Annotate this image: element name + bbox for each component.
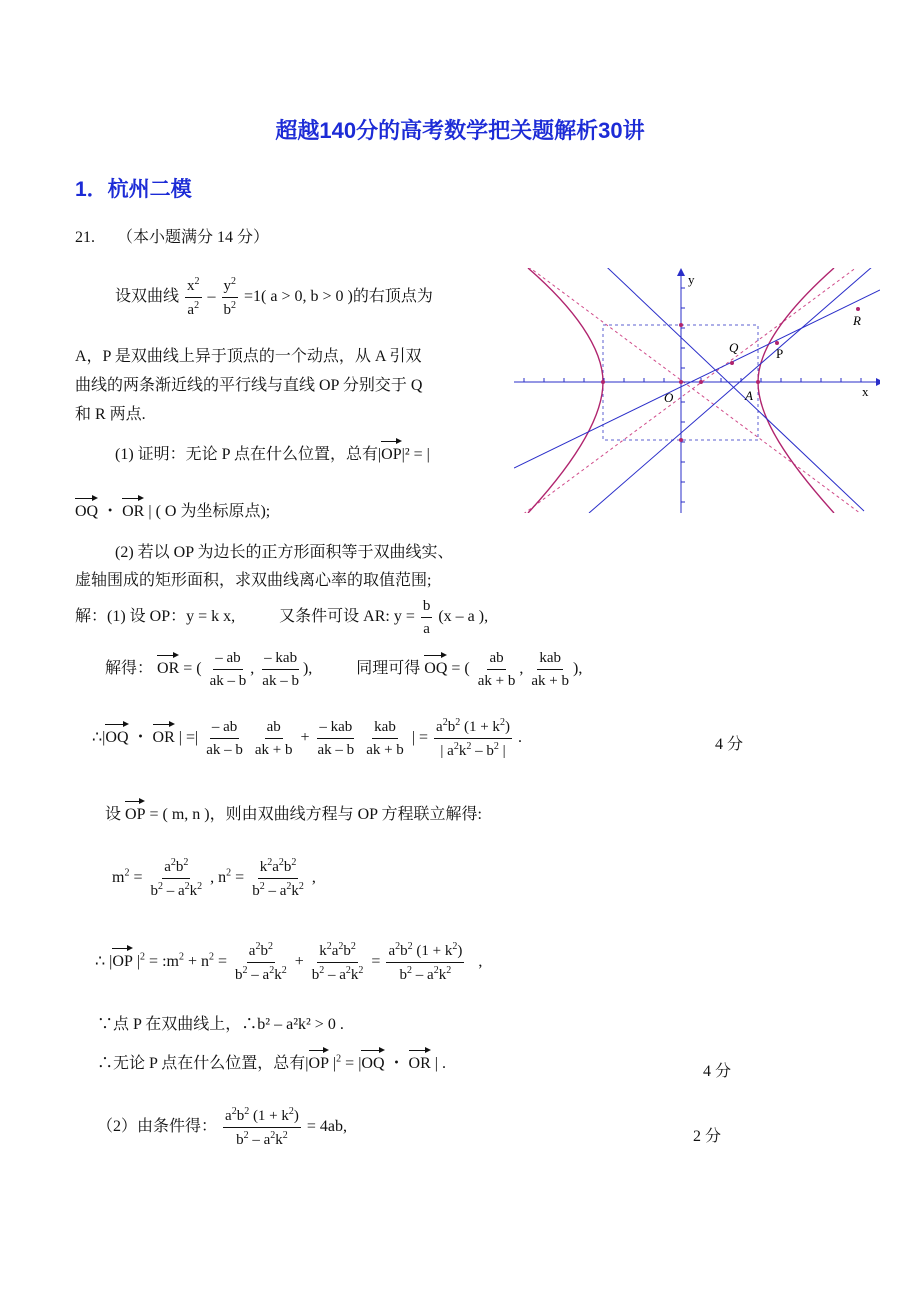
let-op-end: = ( m, n )，则由双曲线方程与 OP 方程联立解得: — [149, 806, 482, 823]
intro-suffix: =1( a > 0, b > 0 )的右顶点为 — [244, 288, 433, 306]
vector-or: OR — [153, 719, 175, 747]
label-y-axis: y — [688, 272, 695, 287]
solution-line-or-oq: 解得： OR = ( $\frac{- ab}{ak - b}$ , $\frac{\text{– kab}}{ak - b}$ ), 同理可得 OQ = ( $\frac{ab}{ak + b}$ , $\frac{\text{kab}}{ak + b}$ ), — [105, 650, 583, 689]
solve-label: 解得： — [105, 660, 154, 678]
frac-s2: $\frac{k^2a^2b^2}{b^2 - a^2k^2}$ — [311, 941, 364, 983]
score-1: 4 分 — [715, 736, 744, 753]
intro-prefix: 设双曲线 — [115, 288, 180, 306]
vector-op: OP — [112, 943, 132, 971]
question-1-line-1 — [115, 436, 430, 464]
label-o: O — [664, 390, 674, 405]
question-2-line-1: (2) 若以 OP 为边长的正方形面积等于双曲线实、 — [115, 544, 454, 561]
label-x-axis: x — [862, 384, 869, 399]
frac-part2: $\frac{a^2b^2 (1 + k^2)}{b^2 - a^2k^2}$ — [225, 1106, 299, 1148]
label-p: P — [776, 346, 784, 361]
solution-op-squared: ∴ |OP $|^2$ = $:m^2 + n^2$ = $\frac{a^2b^2}{b^2 - a^2k^2}$ + $\frac{k^2a^2b^2}{b^2 - a^2k^2}$ = $\frac{a^2b^2 (1 + k^2)}{b^2 - a^2k^2}$ , — [95, 941, 483, 983]
asymptote-negative — [514, 268, 880, 513]
line-op — [514, 290, 880, 468]
point-p — [775, 341, 779, 345]
solution-conclusion: ∴无论 P 点在什么位置，总有|OP $|^2 = |OQ$ ・ OR | . — [97, 1045, 446, 1073]
solution-let-op — [105, 796, 482, 824]
vector-oq: OQ — [105, 719, 128, 747]
score-2: 4 分 — [703, 1063, 732, 1080]
solution-m-n: $m^2$ = $\frac{a^2b^2}{b^2 - a^2k^2}$ , $n^2$ = $\frac{k^2a^2b^2}{b^2 - a^2k^2}$ , — [112, 857, 316, 899]
hyperbola-right-branch — [758, 268, 834, 513]
frac-s1: $\frac{a^2b^2}{b^2 - a^2k^2}$ — [235, 941, 287, 983]
frac-result: $\frac{a^2b^2 (1 + k^2)}{| a^2k^2 - b^2 |}$ — [436, 717, 510, 759]
point-b-top — [679, 323, 683, 327]
problem-header — [75, 224, 269, 247]
hyperbola-left-branch — [528, 268, 603, 513]
point-q — [730, 361, 734, 365]
same-label: 同理可得 — [356, 660, 421, 678]
intro-line-2: A，P 是双曲线上异于顶点的一个动点，从 A 引双 — [75, 348, 422, 365]
solution-line-1 — [75, 597, 488, 638]
vector-op: OP — [381, 436, 401, 464]
vector-or: OR — [409, 1045, 431, 1073]
vector-oq: OQ — [75, 493, 98, 521]
x-axis-arrow — [876, 378, 880, 386]
frac-2: $\frac{ab}{ak + b}$ — [254, 719, 293, 758]
line-aq — [589, 268, 880, 513]
fraction-b-a: $\frac{b}{a}$ — [422, 598, 431, 637]
problem-score-note: （本小题满分 14 分） — [117, 229, 270, 246]
question-2-line-2: 虚轴围成的矩形面积，求双曲线离心率的取值范围; — [75, 572, 432, 589]
solution-part-2 — [97, 1106, 347, 1149]
fraction-or-y: $\frac{\text{– kab}}{ak - b}$ — [262, 650, 299, 689]
y-axis-arrow — [677, 268, 685, 276]
frac-m2: $\frac{a^2b^2}{b^2 - a^2k^2}$ — [150, 857, 203, 899]
conclusion-end: | . — [434, 1055, 446, 1072]
fraction-x2-a2: $\frac{x^2}{a^2}$ — [187, 276, 200, 318]
solution-ar-eq-end: (x – a ), — [438, 608, 489, 626]
conclusion-text: ∴无论 P 点在什么位置，总有| — [97, 1055, 309, 1072]
frac-4: $\frac{\text{kab}}{ak + b}$ — [366, 719, 404, 758]
point-r — [856, 307, 860, 311]
vector-oq: OQ — [361, 1045, 384, 1073]
intro-line-3: 曲线的两条渐近线的平行线与直线 OP 分别交于 Q — [75, 377, 423, 394]
part2-label: （2）由条件得： — [97, 1118, 218, 1136]
problem-number: 21. — [75, 229, 95, 246]
problem-intro: 设双曲线 $\frac{x^2}{a^2}$ – $\frac{y^2}{b^2}$ =1( a > 0, b > 0 )的右顶点为 — [115, 276, 433, 318]
period: . — [517, 729, 522, 747]
q1-text: (1) 证明：无论 P 点在什么位置，总有| — [115, 446, 382, 463]
point-vertex-left — [601, 380, 605, 384]
hyperbola-figure — [514, 268, 880, 513]
frac-1: $\frac{- ab}{ak - b}$ — [206, 719, 243, 758]
solution-dot-product: ∴|OQ ・ OR | =| $\frac{- ab}{ak - b}$ $\frac{ab}{ak + b}$ + $\frac{\text{– kab}}{ak - b}$ $\frac{\text{kab}}{ak + b}$ | = $\frac{a^2b^2 (1 + k^2)}{| a^2k^2 - b^2 |}$ . — [92, 717, 522, 759]
part2-end: = 4ab, — [306, 1118, 348, 1136]
frac-n2: $\frac{k^2a^2b^2}{b^2 - a^2k^2}$ — [252, 857, 304, 899]
frac-s3: $\frac{a^2b^2 (1 + k^2)}{b^2 - a^2k^2}$ — [388, 941, 463, 983]
fraction-y2-b2: $\frac{y^2}{b^2}$ — [223, 276, 237, 318]
label-a: A — [745, 388, 753, 403]
vector-op: OP — [309, 1045, 329, 1073]
asymptote-positive — [514, 268, 880, 513]
label-r: R — [853, 313, 861, 328]
point-o — [679, 380, 683, 384]
solution-since: ∵点 P 在双曲线上，∴b² – a²k² > 0 . — [97, 1016, 344, 1033]
score-3: 2 分 — [693, 1128, 722, 1145]
label-q: Q — [729, 340, 739, 355]
vector-or: OR — [122, 493, 144, 521]
fraction-or-x: $\frac{- ab}{ak - b}$ — [209, 650, 247, 689]
point-focus-mark — [699, 380, 703, 384]
vector-op: OP — [125, 796, 145, 824]
vector-or: OR — [157, 650, 179, 678]
q1-end: | ( O 为坐标原点); — [148, 503, 271, 520]
point-b-bottom — [679, 438, 683, 442]
intro-line-4: 和 R 两点. — [75, 406, 146, 423]
fraction-oq-x: $\frac{ab}{ak + b}$ — [477, 650, 516, 689]
point-a — [756, 380, 760, 384]
page-title: 超越140分的高考数学把关题解析30讲 — [275, 118, 645, 143]
frac-3: $\frac{\text{– kab}}{ak - b}$ — [317, 719, 355, 758]
q1-mid: |² = | — [401, 446, 430, 463]
solution-ar-eq: 又条件可设 AR: y = — [279, 608, 415, 626]
question-1-line-2: OQ ・ OR | ( O 为坐标原点); — [75, 493, 270, 521]
section-heading: 1．杭州二模 — [75, 178, 192, 201]
fraction-oq-y: $\frac{\text{kab}}{ak + b}$ — [531, 650, 570, 689]
vector-oq: OQ — [424, 650, 447, 678]
let-op-label: 设 — [105, 806, 122, 823]
solution-op-eq: 解：(1) 设 OP：y = k x, — [75, 608, 236, 626]
